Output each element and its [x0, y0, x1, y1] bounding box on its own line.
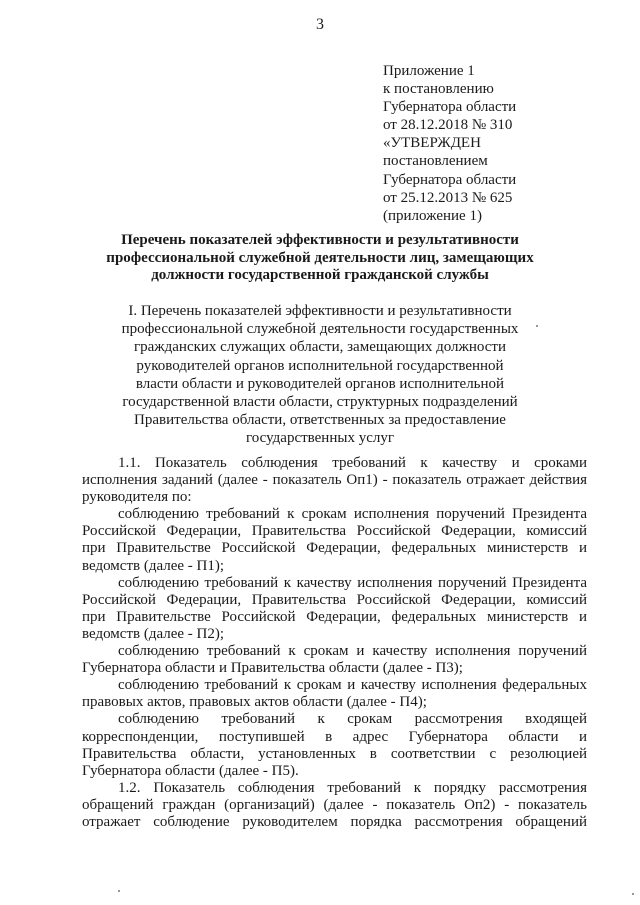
body-line: при Правительстве Российской Федерации, федеральных министерств и: [82, 540, 587, 557]
scan-speck: [632, 893, 634, 895]
section-heading-line: профессиональной служебной деятельности государственных: [121, 321, 519, 338]
section-heading: [95, 302, 545, 448]
scan-speck: [536, 325, 538, 327]
list-item-p2: [82, 575, 587, 643]
section-heading-line: Правительства области, ответственных за предоставление: [134, 412, 506, 429]
body-line: Губернатора области (далее - П5).: [82, 762, 299, 779]
body-line: соблюдению требований к срокам и качеству исполнения поручений: [118, 643, 587, 660]
list-item-p3: [82, 643, 587, 677]
appendix-line: от 28.12.2018 № 310: [383, 117, 513, 134]
title-line: Перечень показателей эффективности и результативности: [121, 232, 519, 248]
appendix-line: к постановлению: [383, 81, 494, 98]
section-heading-line: I. Перечень показателей эффективности и результативности: [128, 303, 512, 319]
body-line: исполнения заданий (далее - показатель Оп1) - показатель отражает действия: [82, 472, 587, 489]
paragraph-1-2: [82, 780, 587, 831]
title-line: должности государственной гражданской службы: [151, 267, 489, 283]
body-line: правовых актов, правовых актов области (далее - П4);: [82, 694, 427, 711]
body-line: руководителя по:: [82, 489, 192, 506]
appendix-line: Губернатора области: [383, 171, 517, 188]
section-heading-line: руководителей органов исполнительной государственной: [136, 357, 504, 374]
scan-speck: [118, 890, 120, 892]
document-title: [100, 232, 540, 285]
appendix-line: от 25.12.2013 № 625: [383, 189, 513, 206]
section-heading-line: государственной власти области, структурных подразделений: [122, 394, 518, 411]
body-line: Российской Федерации, Правительства Российской Федерации, комиссий: [82, 523, 587, 540]
paragraph-1-1: [82, 455, 587, 506]
body-line: корреспонденции, поступившей в адрес Губернатора области и: [82, 728, 587, 745]
body-line: соблюдению требований к срокам рассмотрения входящей: [118, 711, 587, 728]
body-line: отражает соблюдение руководителем порядка рассмотрения обращений: [82, 813, 587, 830]
appendix-block: [383, 62, 623, 225]
body-line: при Правительстве Российской Федерации, федеральных министерств и: [82, 608, 587, 625]
section-heading-line: государственных услуг: [245, 430, 394, 447]
appendix-line: «УТВЕРЖДЕН: [383, 135, 481, 152]
body-line: 1.1. Показатель соблюдения требований к качеству и сроками: [118, 455, 587, 471]
body-line: обращений граждан (организаций) (далее - показатель Оп2) - показатель: [82, 796, 587, 813]
title-line: профессиональной служебной деятельности лиц, замещающих: [106, 249, 534, 266]
list-item-p5: [82, 711, 587, 779]
body-line: Губернатора области и Правительства области (далее - П3);: [82, 660, 463, 677]
body-line: ведомств (далее - П1);: [82, 557, 225, 574]
body-line: соблюдению требований к качеству исполнения поручений Президента: [118, 574, 587, 591]
list-item-p1: [82, 506, 587, 574]
body-line: соблюдению требований к срокам и качеству исполнения федеральных: [118, 677, 587, 694]
appendix-line: (приложение 1): [383, 207, 482, 224]
body-line: Правительства области, установленных в соответствии с резолюцией: [82, 745, 587, 762]
appendix-line: Губернатора области: [383, 99, 517, 116]
appendix-line: Приложение 1: [383, 63, 475, 79]
list-item-p4: [82, 677, 587, 711]
body-line: Российской Федерации, Правительства Российской Федерации, комиссий: [82, 591, 587, 608]
appendix-line: постановлением: [383, 153, 488, 170]
body-line: соблюдению требований к срокам исполнения поручений Президента: [118, 506, 587, 523]
section-heading-line: гражданских служащих области, замещающих должности: [133, 339, 507, 356]
body-line: ведомств (далее - П2);: [82, 625, 225, 642]
section-heading-line: власти области и руководителей органов исполнительной: [135, 375, 505, 392]
body-line: 1.2. Показатель соблюдения требований к порядку рассмотрения: [118, 779, 587, 796]
page-number: 3: [316, 16, 324, 33]
body-text: [82, 455, 587, 831]
